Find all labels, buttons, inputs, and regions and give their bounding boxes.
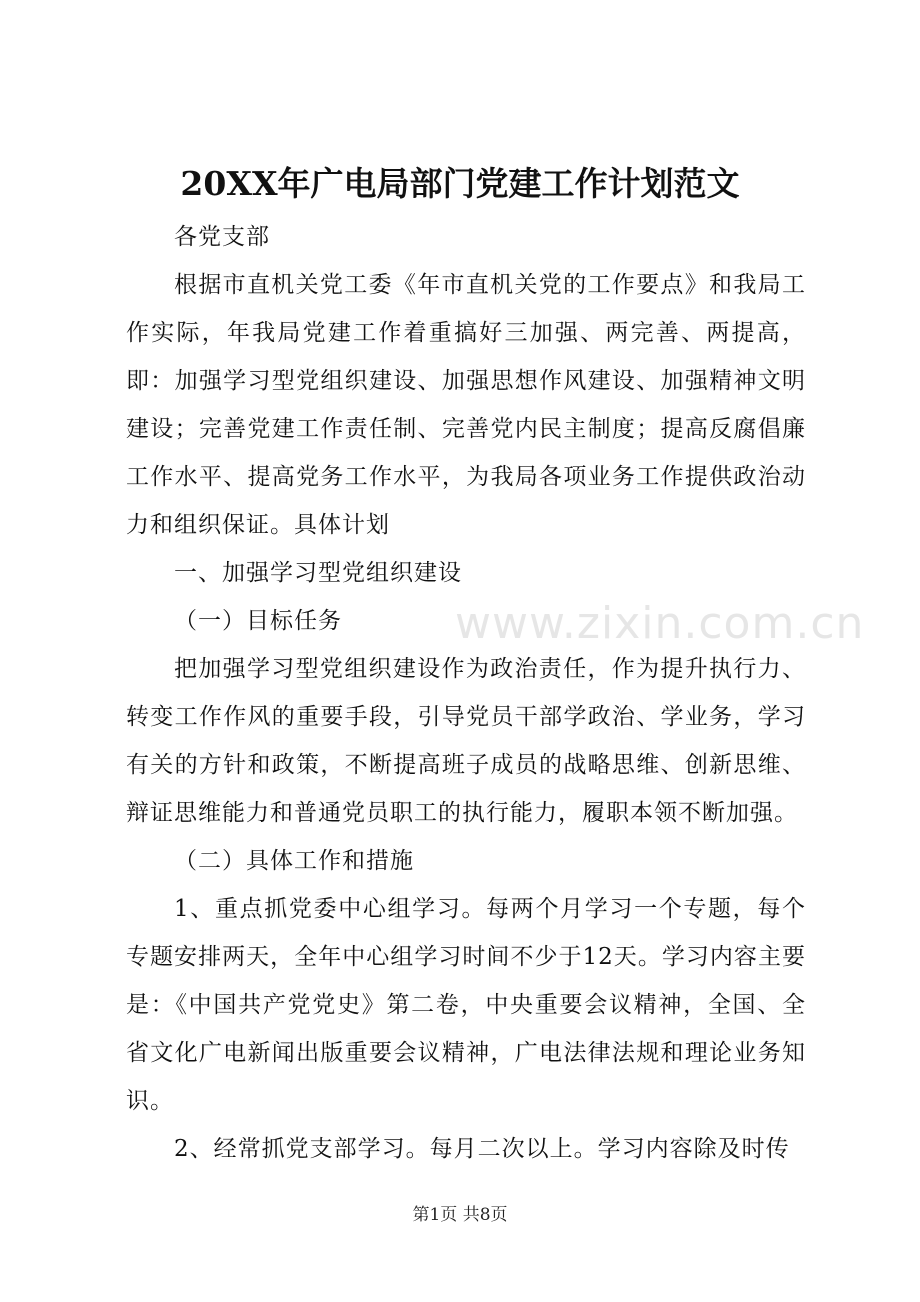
salutation: 各党支部 [174,224,270,250]
subsection-heading: （二）具体工作和措施 [174,848,414,874]
subsection-heading: （一）目标任务 [174,608,342,634]
document-title: 20XX年广电局部门党建工作计划范文 [180,164,740,203]
intro-paragraph: 根据市直机关党工委《年市直机关党的工作要点》和我局工作实际，年我局党建工作着重搞好三加强、两完善、两提高，即：加强学习型党组织建设、加强思想作风建设、加强精神文明建设；完善党建工作责任制、完善党内民主制度；提高反腐倡廉工作水平、提高党务工作水平，为我局各项业务工作提供政治动力和组织保证。具体计划 [126,272,806,538]
section-heading: 一、加强学习型党组织建设 [174,560,462,586]
page-number: 第1页 共8页 [412,1205,508,1225]
body-paragraph: 2、经常抓党支部学习。每月二次以上。学习内容除及时传 [174,1136,790,1162]
page-footer [0,1200,920,1225]
body-paragraph: 把加强学习型党组织建设作为政治责任，作为提升执行力、转变工作作风的重要手段，引导党员干部学政治、学业务，学习有关的方针和政策，不断提高班子成员的战略思维、创新思维、辩证思维能力和普通党员职工的执行能力，履职本领不断加强。 [126,656,806,826]
body-paragraph: 1、重点抓党委中心组学习。每两个月学习一个专题，每个专题安排两天，全年中心组学习时间不少于12天。学习内容主要是：《中国共产党党史》第二卷，中央重要会议精神，全国、全省文化广电新闻出版重要会议精神，广电法律法规和理论业务知识。 [126,896,806,1114]
document-body [126,213,806,1173]
watermark-text: www.zixin.com.cn [455,598,865,649]
